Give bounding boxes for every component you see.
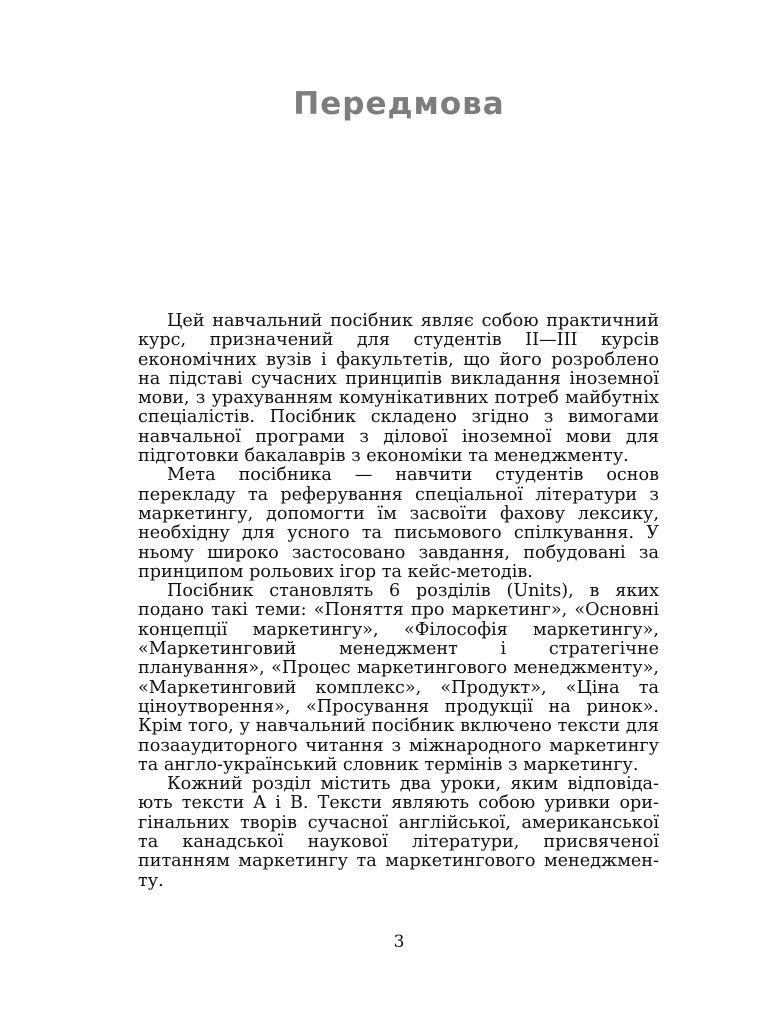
paragraph-structure: Кожний розділ містить два уроки, яким відповідають тексти A і B. Тексти являють собою уривки оригінальних творів сучасної англійської, американської та канадської наукової літератури, присвяченої питанням маркетингу та маркетингового менеджменту.: [138, 774, 659, 891]
paragraph-course-description: Цей навчальний посібник являє собою практичний курс, призначений для студентів II—III курсів економічних вузів і факультетів, що його розроблено на підставі сучасних принципів викладання іноземної мови, з урахуванням комунікативних потреб майбутніх спеціалістів. Посібник складено згідно з вимогами навчальної програми з ділової іноземної мови для підготовки бакалаврів з економіки та менеджменту.: [138, 311, 659, 467]
page-number: 3: [393, 932, 405, 952]
paragraph-contents: Посібник становлять 6 розділів (Units), в яких подано такі теми: «Поняття про маркетинг», «Основні концепції маркетингу», «Філософія маркетингу», «Маркетинговий менеджмент і стратегічне планування», «Процес маркетингового менеджменту», «Маркетинговий комплекс», «Продукт», «Ціна та ціноутворення», «Просування продукції на ринок». Крім того, у навчальний посібник включено тексти для позааудиторного читання з міжнародного маркетингу та англо-український словник термінів з маркетингу.: [138, 581, 659, 775]
preface-body: [138, 312, 659, 891]
page-title: Передмова: [293, 86, 505, 122]
paragraph-purpose: Мета посібника — навчити студентів основ перекладу та реферування спеціальної літератури з маркетингу, допомогти їм засвоїти фахову лексику, необхідну для усного та письмового спілкування. У ньому широко застосовано завдання, побудовані за принципом рольових ігор та кейс-методів.: [138, 465, 659, 582]
